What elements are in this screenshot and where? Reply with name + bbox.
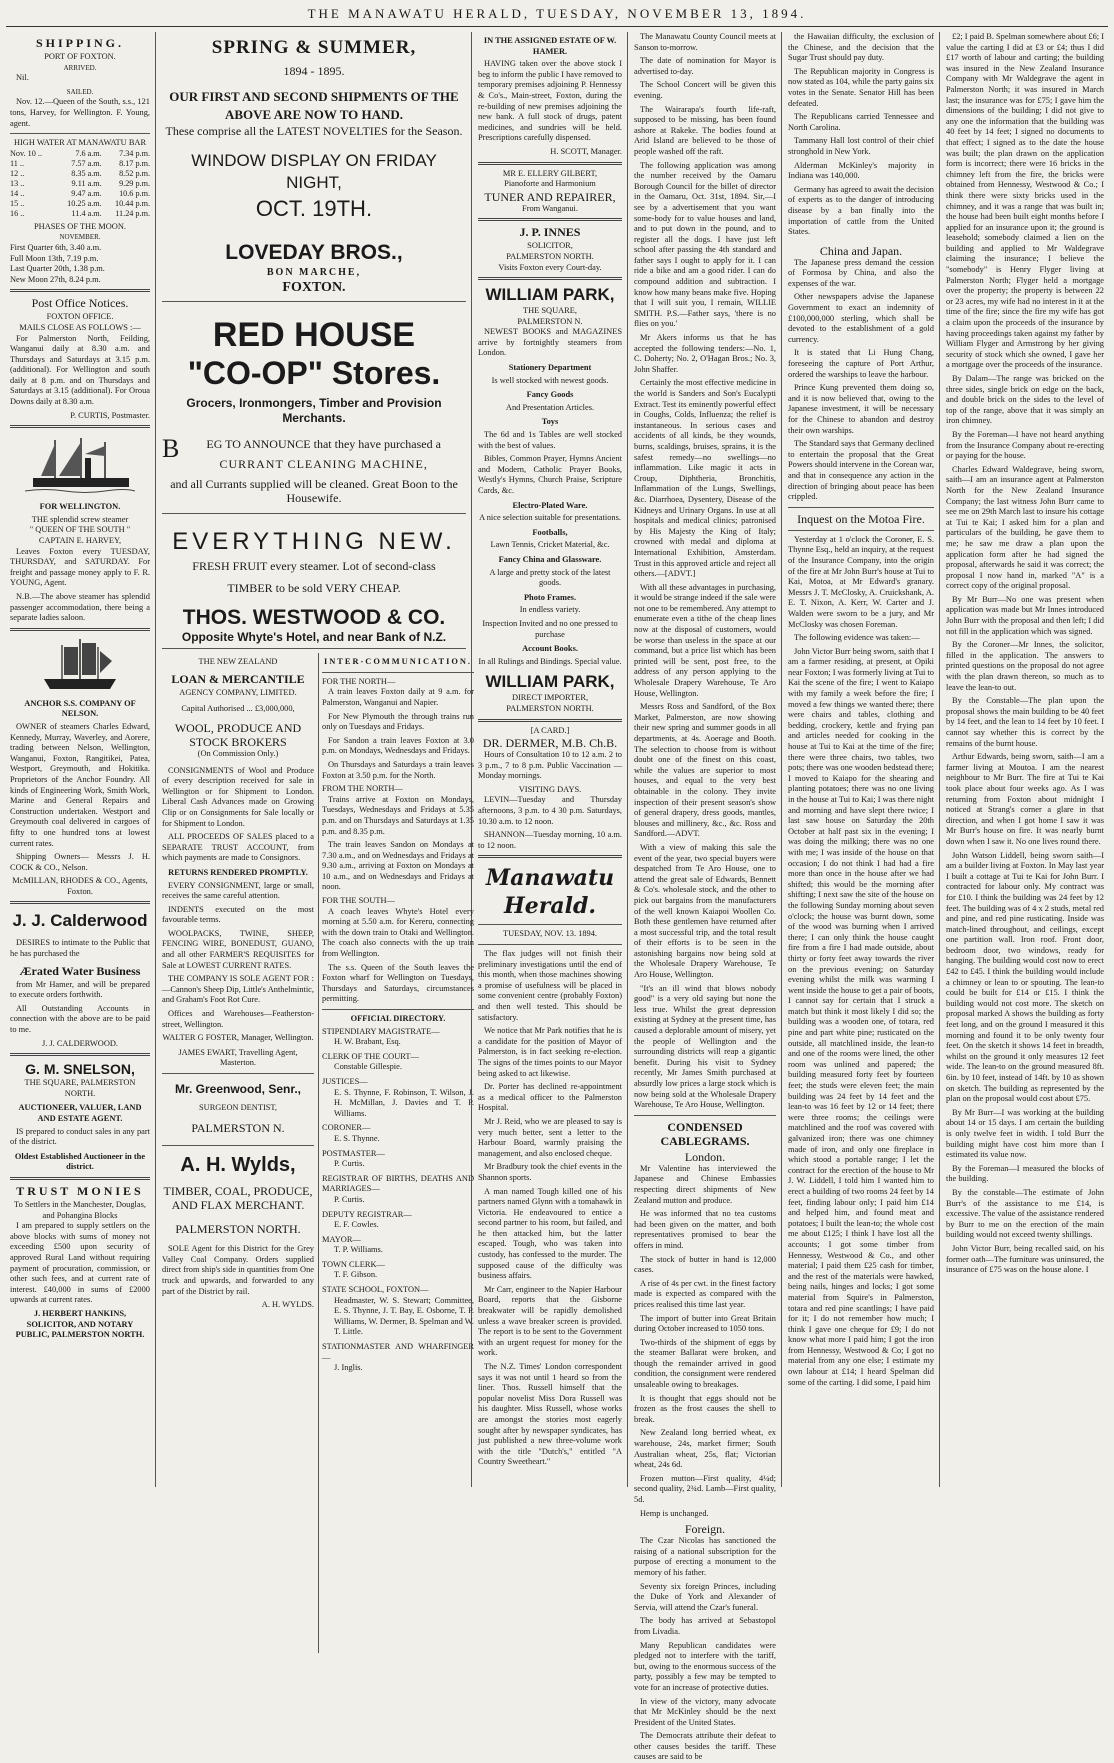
proceeds-text: ALL PROCEEDS OF SALES placed to a SEPARATE TRUST ACCOUNT, from which payments are made to Consignors. (162, 832, 314, 863)
tide-cell: 11.24 p.m. (115, 208, 150, 218)
editorial-paragraph: Mr Bradbury took the chief events in the Shannon sports. (478, 1162, 622, 1182)
every-text: EVERY CONSIGNMENT, large or small, receives the same careful attention. (162, 880, 314, 901)
hankins-sign: J. HERBERT HANKINS, SOLICITOR, AND NOTARY PUBLIC, PALMERSTON NORTH. (15, 1308, 145, 1340)
directory-holder: J. Inglis. (334, 1363, 363, 1373)
inquest-paragraph: John Victor Burr, being recalled said, on his former oath—The furniture was uninsured, the insurance of £75 was on the house alone. I (946, 1243, 1104, 1275)
directory-role: TOWN CLERK— (322, 1259, 385, 1269)
column-5 (784, 32, 938, 1487)
photo-heading: Photo Frames. (523, 592, 577, 602)
directory-role: JUSTICES— (322, 1076, 368, 1086)
inquest-paragraph: Arthur Edwards, being sworn, saith—I am a farmer living at Moutoa. I am the nearest neighbour to Mr Burr. The fire at Tui te Kai took place about four weeks ago. As I was returning from Foxton about midnight I noticed at Strang's corner a glare in that direction, and when I got home I saw it was Mr Burr's house on fire. It was nearly burnt down when I saw it. No one lives round there. (946, 752, 1104, 846)
everything-new: EVERYTHING NEW. (172, 527, 456, 555)
palmerston-north: PALMERSTON NORTH. (175, 1222, 301, 1237)
currant-text: and all Currants supplied will be cleaned. Great Boon to the Housewife. (170, 476, 458, 505)
inquest-paragraph: By the Foreman—I have not heard anything from the Insurance Company about re-erecting or paying for the house. (946, 429, 1104, 461)
directory-role: DEPUTY REGISTRAR— (322, 1209, 412, 1219)
tide-cell: 10.44 p.m. (114, 198, 150, 208)
arrived-value: Nil. (16, 73, 29, 83)
trust-monies-title: TRUST MONIES (16, 1183, 144, 1198)
tide-row (10, 209, 150, 219)
from-north-2: The train leaves Sandon on Mondays at 7.30 a.m., and on Wednesdays and Fridays at 9.30 a.m., arriving at Foxton on Mondays at 10 a.m., and on Wednesdays and Fridays at noon. (322, 840, 474, 892)
intercommunication-column (322, 653, 474, 1378)
palmerston-label: PALMERSTON N. (191, 1121, 285, 1136)
visiting-days: VISITING DAYS. (518, 784, 582, 794)
newest-books: NEWEST BOOKS and MAGAZINES arrive by fortnightly steamers from London. (478, 327, 622, 358)
card-label: [A CARD.] (530, 725, 570, 735)
grocers-subheading: Grocers, Ironmongers, Timber and Provision Merchants. (186, 395, 442, 425)
inquest-paragraph: John Watson Liddell, being sworn saith—I am a builder living at Foxton. In May last year I built a cottage at Tui te Kai for John Burr. I contracted for labour only. My contract was for £10. I think the building was 24 feet by 12 feet. The building was of 4 x 2 studs, metal red and pine, and red pine rusticating. Inside was match-lined throughout, and ceilings, except one partition wall. Iron roof. Front door, bedroom door, two windows, ready for hanging. The building would cost now to erect £42 to £45. I think the building would include a chimney or lean to or spouting. The lean-to could be built for £14 or £15. I think the building would not cost more. The sketch on proposal marked A shows the building as forty feet long, and on the ground I measured it this morning and found it to be only twenty four feet. On the sketch it shows 14 feet in breadth, whilst on the ground it only measures 12 feet wide. The lean-to on the ground measured 8ft. 6in. by 10 feet, instead of 14ft. by 10 as shown on sketch. The building as represented by the plan on the proposal would cost about £75. (946, 850, 1104, 1104)
tide-cell: 7.34 p.m. (119, 148, 150, 158)
innes-name: J. P. INNES (519, 225, 581, 240)
ewart-sign: JAMES EWART, Travelling Agent, Masterton. (178, 1047, 298, 1068)
surgeon-dentist: SURGEON DENTIST, (198, 1102, 277, 1112)
inquest-paragraph: By the Coroner—Mr Innes, the solicitor, filled in the application. The answers to printed questions on the proposal do not agree with the plan drawn thereon, so much as to leave the lean-to out. (946, 640, 1104, 692)
inquest-heading: Inquest on the Motoa Fire. (797, 511, 925, 526)
tuner-repairer: TUNER AND REPAIRER, (484, 189, 616, 204)
moon-phase: Last Quarter 20th, 1.38 p.m. (10, 264, 105, 274)
bibles-text: Bibles, Common Prayer, Hymns Ancient and Modern, Catholic Prayer Books, Westly's Hymns, Church Praise, Scripture Cards, &c. (478, 454, 622, 495)
news-paragraph: With a view of making this sale the event of the year, two special buyers were despatched from Te Aro House, one to attend the great sale of Edwards, Bennett & Co's. wholesale stock, and the other to pick out bargains from the manufacturers of the well known Kaiapoi Woollen Co. Both these gentlemen have returned after a most successful trip, and the total result of their efforts is to be seen in the astonishing bargains now being sold at the Wholesale Drapery Warehouse, Te Aro House, Wellington. (634, 842, 776, 980)
spring-summer-heading: SPRING & SUMMER, (211, 37, 417, 58)
fresh-fruit: FRESH FRUIT every steamer. Lot of second-class (192, 558, 436, 573)
port-heading: PORT OF FOXTON. (44, 52, 116, 61)
pianoforte: Pianoforte and Harmonium (504, 179, 596, 189)
foxton-label: FOXTON. (282, 279, 346, 295)
directory-holder: E. S. Thynne. (334, 1133, 380, 1143)
news-paragraph: Messrs Ross and Sandford, of the Box Market, Palmerston, are now showing their new spring and summer goods in all departments, at 4s. Aoerage and Booth. The selection to choose from is without doubt one of the finest on this coast, while the values are superior to most houses, and equal to the very best obtainable in the colony. They invite inspection of their present season's show of general drapery, dress goods, mantles, blouses and millinery, &c., &c. Ross and Sandford.—ADVT. (634, 702, 776, 839)
tide-cell: 11 .. (10, 158, 25, 168)
cable-paragraph: Mr Valentine has interviewed the Japanese and Chinese Embassies respecting direct shipments of New Zealand mutton and produce. (634, 1163, 776, 1205)
park-palmerston: PALMERSTON N. (517, 316, 583, 326)
bon-marche: BON MARCHE, (266, 267, 362, 278)
window-display: WINDOW DISPLAY ON FRIDAY NIGHT, (191, 151, 437, 192)
column-rule (781, 32, 782, 1487)
news-paragraph: The following application was among the number received by the Oamaru Borough Council for the billet of director in the Oamaru, Oct. 31st, 1894. Sir,—I see by a advertisement that you want some-body for to value houses and land, and to put down in the pound, and to register all the dogs. I have just left school after passing the 4th standard and father says I ought to apply for it. I can ride a bike and am a good rider. I can do compound addition and subtraction. I know how many beans make five. Hoping that I will suit you, I remain, WILLIE SMITH. P.S.—Father says, 'there is no flies on you.' (634, 160, 776, 329)
direct-importer: DIRECT IMPORTER, (511, 693, 589, 703)
north-3: For Sandon a train leaves Foxton at 3.0 p.m. on Mondays, Wednesdays and Fridays. (322, 735, 474, 756)
directory-holder: T. F. Gibson. (334, 1270, 378, 1280)
editorial-paragraph: Mr J. Reid, who we are pleased to say is very much better, sent a letter to the Harbour Board, warmly praising the management, and also enclosed cheque. (478, 1116, 622, 1158)
tide-row (10, 189, 150, 199)
william-park: WILLIAM PARK, (485, 285, 615, 305)
editorial-paragraph: The N.Z. Times' London correspondent says it was not until 1 heard so from the liner. Thos. Russell himself that the popular novelist Miss Dora Russell was his daughter. Miss Russell, whose works are amongst the stories most eagerly sought after by newspaper syndicates, has just published a new three-volume work with the title "Dutch's," entitled "A Country Sweetheart." (478, 1362, 622, 1467)
china-japan-paragraph: The Japanese press demand the cession of Formosa by China, and also the expenses of the war. (788, 257, 934, 288)
sailed-heading: SAILED. (66, 87, 94, 96)
scott-sign: H. SCOTT, Manager. (550, 146, 622, 156)
sailed-text: Nov. 12.—Queen of the South, s.s., 121 tons, Harvey, for Wellington. F. Young, agent. (10, 97, 150, 128)
steamer-icon (25, 434, 135, 496)
footballs-heading: Footballs, (532, 527, 568, 537)
electro-heading: Electro-Plated Ware. (512, 500, 588, 510)
tide-cell: 9.11 a.m. (71, 178, 102, 188)
inquest-paragraph: By Dalam—The range was bricked on the three sides, single brick on edge on the back, and double brick on the sides to the level of top of the range, above that it was simply an iron chimney. (946, 374, 1104, 426)
snelson-text: IS prepared to conduct sales in any part of the district. (10, 1126, 150, 1147)
moon-phase-list (10, 243, 150, 285)
loan-title: THE NEW ZEALAND (198, 657, 278, 667)
post-office-title: Post Office Notices. (31, 296, 129, 311)
inquest-paragraph: By the constable—The estimate of John Burr's of the assistance to me £14, is excessive. The value of the assistance rendered by Burr to me on the erection of the main building would not exceed twenty shillings. (946, 1187, 1104, 1240)
inquest-paragraph: The following evidence was taken:— (794, 633, 920, 643)
tide-cell: 8.17 p.m. (119, 158, 150, 168)
loan-sub: AGENCY COMPANY, LIMITED. (179, 687, 297, 697)
inter-title: INTER-COMMUNICATION. (323, 657, 473, 667)
fancy-heading: Fancy Goods (526, 390, 574, 400)
directory-holder: P. Curtis. (334, 1194, 365, 1204)
cable-paragraph: New Zealand long berried wheat, ex warehouse, 24s, market firmer; South Australian wheat, 25s, flat; Victorian wheat, 24s 6d. (634, 1428, 776, 1470)
snelson-title: G. M. SNELSON, (25, 1061, 135, 1078)
westwood-name: THOS. WESTWOOD & CO. (182, 605, 446, 629)
foreign-paragraph: Alderman McKinley's majority in Indiana was 140,000. (788, 160, 934, 181)
inquest-paragraph: John Victor Burr being sworn, saith that I am a farmer residing, at present, at Opiki near Foxton; I was formerly living at Tui to Kai the scene of the fire; I went to Kaiapo with my family a week before the fire; I moved a few things we wanted there; there were chairs and tables, clothing and bedding, crockery, kettle and frying pan and articles needed for cooking in the house at Tui to Kai at the time of the fire; there were three chairs, two tables, two pots; there was one wooden bedstead there; I moved to Kaiapo for the shearing and planting potatoes; there was no one living in the house at Tui to Kai; I was there night and morning and have slept there twice; I last saw house on Saturday the 20th October at half past six in the evening; I was doing the milking; there was no one with me; I was inside of the house on that occasion; I do not think I had had a fire more than once in the house after we had shifted; this would be the morning after shifting; I next saw the site of the house on the following Sunday morning about seven o'clock; the house was burnt down, some of the wood was burning when I arrived there; I can only think the house caught fire from a fire I had made outside, about thirty or forty feet away towards the river on the previous evening; on Saturday evening whilst the milk was warming I went inside the house to get a pair of boots, I cannot say for certain that I struck a match but think it most likely I did so; the building was a wooden one, of totara, red pine and part white pine; rusticated on the outside, all matchlined inside, the lean-to and one of the rooms were lined, the other room was unlined and papered; the building measured forty feet by fourteen feet; the studs were eleven feet; the main building was 24 feet by 14 feet and the lean-to was 16 feet by 12 or 14 feet; there were three rooms; the ceilings were matchlined and the roof was covered with galvanized iron; there was one chimney made of iron, and only one fireplace in which stood a portable range; I let the contract for the erection of the house to Mr J. W. Liddell, I told him I wanted him to erect a building of two rooms 24 feet by 14 feet, finding labour only; I paid him £14 and helped him, and found meat and potatoes; I built the lean-to; the whole cost me about £125; I think I have lost all the accounts; I got some timber from Hennessy, Westwood & Co., and other material; I paid them £25 cash for timber, and the rest of the materials were hawked, being nails, hinges and locks; I got some material from Squire's in Palmerston, totara and red pine scantlings; I have paid for it; I do not remember how much; I think I gave one cheque for £9; I do not know what more I paid him; I got the iron from Hennessy, Westwood & Co; I got no material from any one else; I estimate my own labour at £14; I heard Spelman did some of the carting. I did some, I paid him (788, 646, 934, 1387)
mails-text: For Palmerston North, Feilding, Wanganui daily at 8.30 a.m. and Thursdays and Saturdays at 3.15 p.m. (additional). For Wellington and south daily at 8 p.m. and on Thursdays and Saturdays at 3.15 (additional). For Oroua Downs daily at 8.30 a.m. (10, 333, 150, 407)
snelson-address: THE SQUARE, PALMERSTON NORTH. (24, 1078, 136, 1098)
cable-paragraph: A rise of 4s per cwt. in the finest factory made is expected as compared with the prices realised this time last year. (634, 1278, 776, 1309)
account-text: In all Rulings and Bindings. Special value. (478, 656, 622, 666)
shipping-title: SHIPPING. (35, 36, 124, 50)
tide-cell: 9.47 a.m. (71, 188, 102, 198)
calderwood-sign: J. J. CALDERWOOD. (41, 1038, 119, 1048)
south-1: A coach leaves Whyte's Hotel every morning at 5.50 a.m. for Kereru, connecting with the down train to Otaki and Wellington. The coach also connects with the up train from Wellington. (322, 906, 474, 959)
tide-cell: 8.52 p.m. (119, 168, 150, 178)
moon-phase: Full Moon 13th, 7.19 p.m. (10, 253, 99, 263)
toys-heading: Toys (541, 417, 559, 427)
cablegrams-title: CONDENSED CABLEGRAMS. (660, 1119, 750, 1148)
issue-date: TUESDAY, NOV. 13. 1894. (502, 929, 598, 939)
dermer-name: DR. DERMER, M.B. Ch.B. (482, 736, 618, 751)
snelson-role: AUCTIONEER, VALUER, LAND AND ESTATE AGENT. (18, 1103, 142, 1123)
inquest-paragraph: By the Constable—The plan upon the proposal shows the main building to be 40 feet by 14 feet, and the lean to 14 feet by 10 feet. I cannot say whether this is correct by the remains of the burnt house. (946, 696, 1104, 748)
news-paragraph: Mr Akers informs us that he has accepted the following tenders:—No. 1, C. Doherty; No. 2, O'Hagan Bros.; No. 3, John Shaffer. (634, 333, 776, 374)
foreign-paragraph: The body has arrived at Sebastopol from Livadia. (634, 1616, 776, 1636)
tide-cell: 16 .. (10, 208, 25, 218)
wellington-sub: THE splendid screw steamer (31, 514, 129, 524)
gilbert-name: MR E. ELLERY GILBERT, (502, 168, 598, 178)
company-agent-text: THE COMPANY IS SOLE AGENT FOR :—Cannon's Sheep Dip, Little's Anthelmintic, and Graham's Foot Rot Cure. (162, 974, 314, 1005)
commission: (On Commission Only.) (197, 748, 279, 758)
directory-role: CLERK OF THE COURT— (322, 1051, 419, 1061)
inquest-paragraph: By Mr Burr—No one was present when application was made but Mr Innes introduced John Burr with the proposal and then left; I did not fill in the application which was signed. (946, 594, 1104, 636)
foreign-paragraph: The Democrats attribute their defeat to other causes besides the tariff. These causes are said to be (634, 1731, 776, 1762)
trust-sub: To Settlers in the Manchester, Douglas, and Pohangina Blocks (14, 1199, 146, 1220)
for-north-heading: FOR THE NORTH— (322, 676, 396, 686)
foreign-paragraph: Germany has agreed to await the decision of experts as to the danger of introducing disease by a ban finally into the importation of cattle from the United States. (788, 184, 934, 237)
estate-title: IN THE ASSIGNED ESTATE OF W. HAMER. (483, 36, 617, 56)
trust-text: I am prepared to supply settlers on the above blocks with sums of money not exceeding £500 upon security of approved Rural Land without requiring payment of procuration, commission, or other such fees, and at current rate of interest. £40,000 in sums of £2000 upwards at current rates. (10, 1221, 150, 1305)
china-text: A large and pretty stock of the latest goods. (489, 567, 611, 588)
column-rule (155, 32, 156, 1487)
calderwood-title: J. J. Calderwood (12, 911, 148, 931)
editorial-paragraph: A man named Tough killed one of his partners named Glynn with a tomahawk in Victoria. He endeavoured to entice a second partner to his room, but failed, and he then attacked him, but the latter escaped. Tough, who was taken into custody, has confessed to the murder. The supposed cause of the difficulty was business affairs. (478, 1186, 622, 1281)
wellington-title: FOR WELLINGTON. (39, 502, 121, 512)
returns-text: RETURNS RENDERED PROMPTLY. (168, 867, 308, 877)
official-directory-list (322, 1027, 474, 1374)
foster-sign: WALTER G FOSTER, Manager, Wellington. (162, 1033, 314, 1043)
foreign-heading: Foreign. (684, 1522, 726, 1537)
tide-row (10, 199, 150, 209)
footballs-text: Lawn Tennis, Cricket Material, &c. (490, 540, 610, 550)
anchor-text: OWNER of steamers Charles Edward, Kennedy, Murray, Waverley, and Aorere, trading between Nelson, Wellington, Wanganui, Foxton, Rangitikei, Patea, Westport, Greymouth, and Hokitika. Proprietors of the Anchor Foundry. All kinds of Engineering Work, Smith Work, Marine and General Repairs and Construction undertaken. Westport and Greymouth coal delivered in cargoes of fifty to one hundred tons at lowest current rates. (10, 721, 150, 848)
anchor-title: ANCHOR S.S. COMPANY OF NELSON. (24, 698, 136, 719)
cable-paragraph: The import of butter into Great Britain during October increased to 1050 tons. (634, 1313, 776, 1334)
from-north-1: Trains arrive at Foxton on Mondays, Tuesdays, Wednesdays and Fridays at 5.35 p.m. and on Thursdays and Saturdays at 1.35 p.m. and 8.35 p.m. (322, 794, 474, 836)
moon-month: NOVEMBER. (59, 233, 101, 242)
westwood-location: Opposite Whyte's Hotel, and near Bank of N.Z. (181, 629, 447, 644)
tide-row (10, 149, 150, 159)
account-heading: Account Books. (522, 644, 578, 654)
stationery-heading: Stationery Department (508, 363, 592, 373)
north-4: On Thursdays and Saturdays a train leaves Foxton at 3.50 p.m. for the North. (322, 759, 474, 780)
william-park-2: WILLIAM PARK, (485, 672, 615, 692)
news-paragraph: The date of nomination for Mayor is advertised to-day. (634, 56, 776, 76)
tide-cell: 8.35 a.m. (71, 168, 102, 178)
sole-agent-text: SOLE Agent for this District for the Grey Valley Coal Company. Orders supplied direct from ship's side in quantities from One truck and upwards, and forwarded to any part of the District by rail. (162, 1244, 314, 1296)
news-paragraph: With all these advantages in purchasing, it would be strange indeed if the sale were not one to be remembered. Any attempt to enumerate even a tithe of the cheap lines now at the disposal of customers, would be worse than useless in the space at our command, but a price list which has been printed will be sent, post free, to the address of any person applying to the Wholesale Drapery Warehouse, Te Aro House, Wellington. (634, 582, 776, 698)
foreign-paragraph: In view of the victory, many advocate that Mr McKinley should be the next President of the United States. (634, 1696, 776, 1727)
tide-row (10, 179, 150, 189)
mcmillan-agents: McMILLAN, RHODES & CO., Agents, Foxton. (12, 876, 148, 896)
red-house-heading: RED HOUSE (212, 315, 416, 354)
queen-name: " QUEEN OF THE SOUTH " (29, 525, 131, 535)
directory-holder: Constable Gillespie. (334, 1062, 402, 1072)
woolpacks-text: WOOLPACKS, TWINE, SHEEP, FENCING WIRE, BONEDUST, GUANO, and all other FARMER'S REQUISITES for Sale at LOWEST CURRENT RATES. (162, 928, 314, 970)
cable-paragraph: The stock of butter in hand is 12,000 cases. (634, 1254, 776, 1275)
masthead: THE MANAWATU HERALD, TUESDAY, NOVEMBER 13, 1894. (307, 6, 807, 21)
for-south-heading: FOR THE SOUTH— (322, 896, 395, 906)
moon-title: PHASES OF THE MOON. (34, 221, 126, 231)
inspection-text: Inspection Invited and no one pressed to purchase (482, 618, 618, 639)
foreign-paragraph: Many Republican candidates were pledged not to interfere with the tariff, but, owing to the enormous success of the party, possibly a few may be tempted to vote for an increase of protective duties. (634, 1640, 776, 1692)
editorial-paragraph: Dr. Porter has declined re-appointment as a medical officer to the Palmerston Hospital. (478, 1082, 622, 1113)
capital: Capital Authorised ... £3,000,000, (181, 704, 295, 714)
electro-text: A nice selection suitable for presentations. (479, 513, 621, 523)
news-paragraph: "It's an ill wind that blows nobody good" is a very old saying but none the less true. Whilst the great depression existing at Sydney at the present time, has caused a deplorable amount of misery, yet the people of Wellington and the surrounding districts will reap a gigantic benefit. During his visit to Sydney recently, Mr James Smith purchased at absurdly low prices a large stock which is now being sold at the Wholesale Drapery Warehouse, Te Aro House, Wellington. (634, 983, 776, 1110)
innes-visits: Visits Foxton every Court-day. (498, 262, 602, 272)
calderwood-text: DESIRES to intimate to the Public that he has purchased the (10, 938, 150, 959)
season-year: 1894 - 1895. (283, 64, 345, 78)
directory-holder: T. P. Williams. (334, 1245, 383, 1255)
wool-brokers: WOOL, PRODUCE AND STOCK BROKERS (174, 720, 302, 749)
arrived-heading: ARRIVED. (63, 63, 97, 72)
tide-cell: 11.4 a.m. (71, 208, 102, 218)
herald-nameplate: Manawatu Herald. (485, 865, 615, 920)
column-3 (474, 32, 626, 1487)
shipping-owners: Shipping Owners— Messrs J. H. COCK & CO., Nelson. (10, 852, 150, 872)
tide-cell: 9.29 p.m. (119, 178, 150, 188)
stationery-text: Is well stocked with newest goods. (491, 375, 609, 385)
directory-role: REGISTRAR OF BIRTHS, DEATHS AND MARRIAGES— (322, 1173, 474, 1194)
moon-phase: New Moon 27th, 8.24 p.m. (10, 274, 101, 284)
sailing-ship-icon (40, 637, 120, 693)
directory-holder: P. Curtis. (334, 1159, 365, 1169)
tide-cell: 7.6 a.m. (75, 148, 102, 158)
first-shipments: OUR FIRST AND SECOND SHIPMENTS OF THE ABOVE ARE NOW TO HAND. (169, 89, 459, 122)
photo-text: In endless variety. (519, 605, 581, 615)
inquest-paragraph: Charles Edward Waldegrave, being sworn, saith—I am an insurance agent at Palmerston North for the New Zealand Insurance Company; the last witness John Burr came to see me on 29th March last to insure his cottage at Tui te Kai; I asked him for a plan and particulars of the building, he gave them to me; he saw me draw a plan upon the application form after he had signed the proposal, afterwards he said it was correct; the proposal I now hand in, marked "A" is a correct copy of the original proposal. (946, 464, 1104, 591)
shannon-text: SHANNON—Tuesday morning, 10 a.m. to 12 noon. (478, 830, 622, 850)
offices-text: Offices and Warehouses—Featherston-street, Wellington. (162, 1009, 314, 1029)
latest-novelties: These comprise all the LATEST NOVELTIES for the Season. (165, 124, 463, 138)
post-office-sub: FOXTON OFFICE. (46, 312, 114, 322)
innes-palmerston: PALMERSTON NORTH. (506, 251, 594, 261)
wylds-name: A. H. Wylds, (180, 1154, 296, 1177)
drop-cap: B (162, 433, 180, 463)
display-date: OCT. 19TH. (255, 196, 373, 221)
nb-text: N.B.—The above steamer has splendid passenger accommodation, there being a separate ladies saloon. (10, 592, 150, 623)
south-2: The s.s. Queen of the South leaves the Foxton wharf for Wellington on Tuesdays, Thursdays and Saturdays, circumstances permitting. (322, 962, 474, 1004)
foreign-paragraph: The Republican majority in Congress is now stated as 104, while the party gains six votes in the Senate. Senator Hill has been defeated. (788, 66, 934, 108)
tide-cell: Nov. 10 .. (10, 148, 42, 158)
tide-table (10, 149, 150, 219)
toys-text: The 6d and 1s Tables are well stocked with the best of values. (478, 430, 622, 450)
calderwood-text3: All Outstanding Accounts in connection with the above are to be paid to me. (10, 1003, 150, 1035)
calderwood-text2: from Mr Hamer, and will be prepared to execute orders forthwith. (10, 979, 150, 1000)
directory-role: STATE SCHOOL, FOXTON— (322, 1285, 429, 1295)
inquest-paragraph: Yesterday at 1 o'clock the Coroner, E. S. Thynne Esq., held an inquiry, at the request of the Insurance Company, into the origin of the fire at Mr John Burr's house at Tui to Kai, Motoa, at Mr Edward's granary. Messrs J. T. McClosky, A. Cruickshank, A. E. T. Nixon, A. Kerr, W. Carter and J. Walden were sworn to be a jury, and Mr McClosky was chosen Foreman. (788, 534, 934, 629)
directory-role: CORONER— (322, 1123, 371, 1133)
cable-paragraph: It is thought that eggs should not be frozen as the frost causes the shell to break. (634, 1393, 776, 1424)
official-directory-title: OFFICIAL DIRECTORY. (350, 1014, 446, 1023)
china-japan-paragraph: The Standard says that Germany declined to entertain the proposal that the Great Powers should intervene in the Corean war, and that in consequence any action in the direction of bringing about peace has been crippled. (788, 439, 934, 502)
leaves-text: Leaves Foxton every TUESDAY, THURSDAY, and SATURDAY. For freight and passage money apply to F. R. YOUNG, Agent. (10, 546, 150, 588)
from-north-heading: FROM THE NORTH— (322, 784, 403, 794)
currant-machine: CURRANT CLEANING MACHINE, (219, 456, 428, 471)
tide-cell: 14 .. (10, 188, 25, 198)
tide-row (10, 169, 150, 179)
announce-text: B EG TO ANNOUNCE that they have purchased a (162, 433, 441, 463)
london-heading: London. (684, 1149, 726, 1164)
directory-holder: H. W. Brabant, Esq. (334, 1037, 401, 1047)
foreign-paragraph: the Hawaiian difficulty, the exclusion of the Chinese, and the decision that the Sugar Trust should pay duty. (788, 32, 934, 63)
north-2: For New Plymouth the through trains run only on Tuesdays and Fridays. (322, 711, 474, 732)
fancy-text: And Presentation Articles. (505, 402, 595, 412)
column-rule (627, 32, 628, 1487)
china-japan-paragraph: Other newspapers advise the Japanese Government to exact an indemnity of £100,000,000 sterling, which shall be devoted to the establishment of a gold currency. (788, 292, 934, 344)
foreign-paragraph: The Republicans carried Tennessee and North Carolina. (788, 112, 934, 132)
tide-cell: 12 .. (10, 168, 25, 178)
directory-role: STATIONMASTER AND WHARFINGER— (322, 1342, 474, 1362)
inquest-paragraph: By the Foreman—I measured the blocks of the building. (946, 1163, 1104, 1184)
china-japan-paragraph: Prince Kung prevented them doing so, and it is now believed that, owing to the Japanese investment, it will be necessary for the Chinese to abandon and destroy their own warships. (788, 383, 934, 435)
directory-holder: E. F. Cowles. (334, 1220, 379, 1230)
moon-phase: First Quarter 6th, 3.40 a.m. (10, 242, 102, 252)
column-rule (939, 32, 940, 1487)
tide-cell: 10.25 a.m. (67, 198, 102, 208)
dermer-hours: Hours of Consultation 10 to 12 a.m. 2 to 3 p.m., 7 to 8 p.m. Public Vaccination — Monday mornings. (478, 750, 622, 781)
captain: CAPTAIN E. HARVEY, (38, 536, 122, 546)
park-square: THE SQUARE, (523, 306, 577, 316)
column-4 (630, 32, 780, 1762)
tide-cell: 7.57 a.m. (71, 158, 102, 168)
mails-close: MAILS CLOSE AS FOLLOWS :— (19, 322, 141, 332)
tide-cell: 13 .. (10, 178, 25, 188)
editorial-paragraph: We notice that Mr Park notifies that he is a candidate for the position of Mayor of Palmerston, is in fact seeking re-election. The signs of the times points to our Mayor being asked to act likewise. (478, 1026, 622, 1078)
directory-holder: E. S. Thynne, F. Robinson, T. Wilson, J. H. McMillan, J. Davies and T. P. Williams. (334, 1087, 474, 1118)
timber-coal: TIMBER, COAL, PRODUCE, AND FLAX MERCHANT. (163, 1184, 313, 1213)
wylds-sign: A. H. WYLDS. (261, 1300, 314, 1310)
consign-text: CONSIGNMENTS of Wool and Produce of every description received for sale in Wellington or for Shipment to London. Liberal Cash Advances made on Growing Clip or on Consignments for Sale locally or for Shipment to London. (162, 765, 314, 828)
column-6 (942, 32, 1108, 1487)
greenwood-name: Mr. Greenwood, Senr., (174, 1082, 302, 1096)
park-palmerston-2: PALMERSTON NORTH. (506, 703, 594, 713)
foreign-paragraph: The Czar Nicolas has sanctioned the raising of a national subscription for the purpose of erecting a monument to the memory of his father. (634, 1536, 776, 1577)
news-paragraph: Certainly the most effective medicine in the world is Sanders and Son's Eucalypti Extract. Test its eminently powerful effect in Coughs, Colds, Influenza; the relief is instantaneous. In serious cases and accidents of all kinds, be they wounds, burns, scaldings, bruises, sprains, it is the safest remedy—no swellings—no inflammation. Like magic it acts in Croup, Diphtheria, Bronchitis, Inflammation of the Lungs, Swellings, &c. Diarrhoea, Dysentery, Disease of the Kidneys and Urinary Organs. In use at all hospitals and medical clinics; patronised by His Majesty the King of Italy; crowned with medal and diploma at International Exhibition, Amsterdam. Trust in this approved article and reject all others.—[ADVT.] (634, 378, 776, 579)
inquest-paragraph: By Mr Burr—I was working at the building about 14 or 15 days. I am certain the building is only twelve feet in width. I told Burr the building might have cost him more than I estimated its value now. (946, 1107, 1104, 1160)
news-paragraph: The Manawatu County Council meets at Sanson to-morrow. (634, 32, 776, 52)
cable-paragraph: Frozen mutton—First quality, 4¼d; second quality, 2¾d. Lamb—First quality, 5d. (634, 1473, 776, 1504)
cable-paragraph: Two-thirds of the shipment of eggs by the steamer Ballarat were broken, and though the remainder arrived in good condition, the consignment were rendered unsaleable owing to breakages. (634, 1337, 776, 1390)
tide-cell: 15 .. (10, 198, 25, 208)
column-2 (158, 32, 474, 1487)
north-1: A train leaves Foxton daily at 9 a.m. for Palmerston, Wanganui and Napier. (322, 687, 474, 707)
directory-role: STIPENDIARY MAGISTRATE— (322, 1026, 440, 1036)
cable-paragraph: Hemp is unchanged. (640, 1508, 709, 1518)
loan-column (162, 653, 314, 1311)
directory-role: POSTMASTER— (322, 1148, 385, 1158)
china-heading: Fancy China and Glassware. (498, 554, 602, 564)
levin-text: LEVIN—Tuesday and Thursday afternoons, 3 p.m. to 4 30 p.m. Saturdays, 10.30 a.m. to 12 noon. (478, 795, 622, 826)
loveday-bros: LOVEDAY BROS., (225, 241, 403, 264)
editorial-paragraph: Mr Carr, engineer to the Napier Harbour Board, reports that the Gisborne breakwater will be rapidly demolished unless a wave breaker screen is provided. The report is to be sent to the Government with an urgent request for money for the work. (478, 1284, 622, 1358)
column-1 (6, 32, 154, 1487)
innes-solicitor: SOLICITOR, (527, 241, 573, 251)
foreign-paragraph: Seventy six foreign Princes, including the Duke of York and Alexander of Servia, will attend the Czar's funeral. (634, 1581, 776, 1612)
timber-cheap: TIMBER to be sold VERY CHEAP. (227, 580, 401, 595)
foreign-paragraph: Tammany Hall lost control of their chief stronghold in New York. (788, 136, 934, 156)
from-wanganui: From Wanganui. (522, 203, 578, 213)
estate-text: HAVING taken over the above stock I beg to inform the public I have removed to temporary premises adjoining P. Hennessy & Co's., Main-street, Foxton, during the re-building of new premises adjoining the new bank. A full stock of drugs, patent medicines, and sundries will be held. Prescriptions carefully dispensed. (478, 59, 622, 143)
china-japan-heading: China and Japan. (819, 243, 903, 258)
cable-paragraph: He was informed that no tea customs had been given on the matter, and both representatives promised to bear the offers in mind. (634, 1209, 776, 1250)
china-japan-paragraph: It is stated that Li Hung Chang, foreseeing the capture of Port Arthur, ordered the warships to leave the harbour. (788, 348, 934, 379)
aerated-water: Ærated Water Business (19, 963, 141, 978)
indents-text: INDENTS executed on the most favourable terms. (162, 904, 314, 925)
high-water-title: HIGH WATER AT MANAWATU BAR (13, 138, 147, 148)
inquest-paragraph: £2; I paid B. Spelman somewhere about £6; I value the carting I did at £3 or £4; thus I did £17 worth of labour and carting; the building was insured in the New Zealand Insurance Company with Mr Waldegrave the agent in Palmerston North; it was insured in March last; the insurance was for £75; I gave him the dimensions of the building; I did not give to any one the information that the building was 40 feet by 14 feet; I signed no documents to that effect; I signed as to the date the house was built; the plan drawn on the application form is incorrect; there were 16 bricks in the chimney left from the fire, the bricks were obtained from Hennessy, Westwood & Co.; I think there were sixty bricks used in the chimney, and it was a range that was built in; the house had been built eight months before I applied for an insurance upon it; the ground is leasehold; somebody claimed a lien on the building and applied to Mr Waldegrave claiming the insurance; I believe the "somebody" is Henry Flyger living at Palmerston North; Flyger held a mortgage over the property; the property is between 22 or 23 acres, my wife had no interest in it at the time of the fire; since the fire my wife has got a claim upon the proceeds of the insurance by having proceedings taken against my father by William Flyger and Armstrong by her giving security of stock which she owned, I gave her a mortgage over the proceeds of the insurance. (946, 32, 1104, 370)
directory-role: MAYOR— (322, 1234, 361, 1244)
coop-stores-heading: "CO-OP" Stores. (187, 354, 441, 391)
postmaster-sign: P. CURTIS, Postmaster. (70, 410, 150, 420)
directory-holder: Headmaster, W. S. Stewart; Committee, E. S. Thynne, J. T. Bay, E. Osborne, T. P. Williams, W. Dermer, B. Spelman and W. T. Little. (334, 1295, 474, 1337)
editorial-paragraph: The flax judges will not finish their preliminary investigations until the end of this month, when those machines showing a promise of usefulness will be placed in some convenient centre (probably Foxton) and then well tested. This should be satisfactory. (478, 949, 622, 1022)
tide-row (10, 159, 150, 169)
loan-name: LOAN & MERCANTILE (171, 671, 305, 686)
snelson-oldest: Oldest Established Auctioneer in the district. (14, 1151, 146, 1172)
news-paragraph: The Wairarapa's fourth life-raft, supposed to be missing, has been found ashore at Rakeke. The bodies found at Arid Island are believed to be those of people washed off the raft. (634, 104, 776, 156)
tide-cell: 10.6 p.m. (119, 188, 150, 198)
masthead-rule (6, 26, 1108, 27)
news-paragraph: The School Concert will be given this evening. (634, 80, 776, 100)
